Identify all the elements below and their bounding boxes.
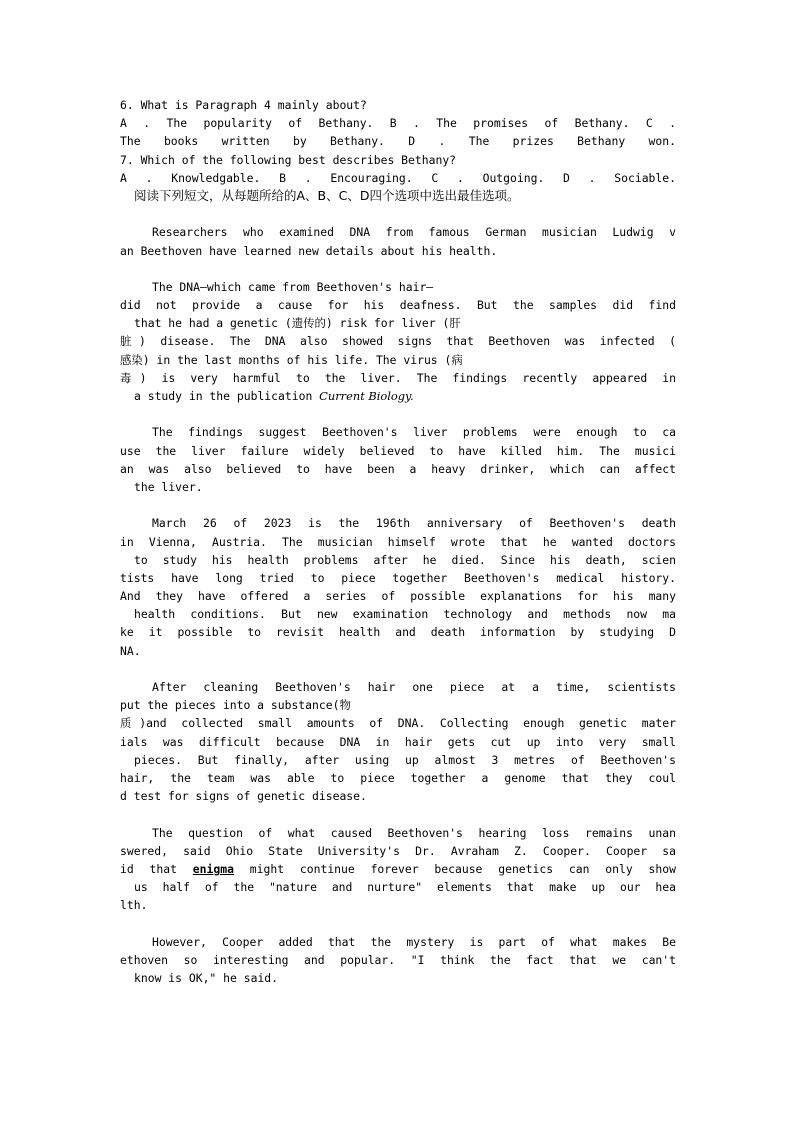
paragraph-line: in Vienna, Austria. The musician himself wrote that he wanted doctors — [120, 534, 676, 549]
paragraph-5 — [120, 678, 676, 805]
paragraph-line: ials was difficult because DNA in hair gets cut up into very small — [120, 734, 676, 749]
paragraph-line: And they have offered a series of possible explanations for his many — [120, 589, 676, 604]
paragraph-line: put the pieces into a substance(物 — [120, 698, 351, 713]
paragraph-line: lth. — [120, 898, 148, 913]
paragraph-line: Researchers who examined DNA from famous German musician Ludwig v — [152, 225, 676, 240]
paragraph-line: the liver. — [134, 479, 203, 494]
paragraph-text: might continue forever because genetics can only show — [249, 861, 676, 876]
paragraph-line: However, Cooper added that the mystery is part of what makes Be — [152, 934, 676, 949]
paragraph-line: tists have long tried to piece together Beethoven's medical history. — [120, 570, 676, 585]
paragraph-line: pieces. But finally, after using up almost 3 metres of Beethoven's — [134, 752, 676, 767]
paragraph-line — [120, 387, 676, 405]
paragraph-line: an was also believed to have been a heavy drinker, which can affect — [120, 461, 676, 476]
paragraph-line: 脏) disease. The DNA also showed signs that Beethoven was infected ( — [120, 334, 676, 349]
paragraph-line: swered, said Ohio State University's Dr. Avraham Z. Cooper. Cooper sa — [120, 843, 676, 858]
paragraph-line — [120, 860, 676, 878]
paragraph-4 — [120, 514, 676, 660]
paragraph-line: an Beethoven have learned new details about his health. — [120, 243, 498, 258]
exam-page — [120, 96, 676, 987]
paragraph-1 — [120, 223, 676, 259]
paragraph-line: The findings suggest Beethoven's liver problems were enough to ca — [152, 425, 676, 440]
paragraph-text: a study in the publication — [134, 389, 313, 403]
paragraph-line: did not provide a cause for his deafness. But the samples did find — [120, 298, 676, 313]
question-6-options: A . The popularity of Bethany. B . The promises of Bethany. C . — [120, 116, 676, 131]
publication-title: Current Biology. — [319, 389, 414, 403]
paragraph-line: to study his health problems after he died. Since his death, scien — [134, 552, 676, 567]
paragraph-line: March 26 of 2023 is the 196th anniversary of Beethoven's death — [152, 516, 676, 531]
paragraph-2 — [120, 278, 676, 405]
question-6-stem: 6. What is Paragraph 4 mainly about? — [120, 98, 367, 112]
paragraph-line: 毒) is very harmful to the liver. The findings recently appeared in — [120, 370, 676, 385]
paragraph-line: hair, the team was able to piece together a genome that they coul — [120, 770, 676, 785]
paragraph-line: 质)and collected small amounts of DNA. Collecting enough genetic mater — [120, 716, 676, 731]
section-instruction: 阅读下列短文，从每题所给的A、B、C、D四个选项中选出最佳选项。 — [134, 187, 520, 203]
question-7-options: A . Knowledgable. B . Encouraging. C . Outgoing. D . Sociable. — [120, 170, 676, 185]
paragraph-3 — [120, 423, 676, 496]
paragraph-line: NA. — [120, 643, 141, 658]
paragraph-line: After cleaning Beethoven's hair one piece at a time, scientists — [152, 680, 676, 694]
paragraph-6 — [120, 824, 676, 915]
paragraph-line: know is OK," he said. — [134, 971, 279, 985]
paragraph-line: health conditions. But new examination technology and methods now ma — [134, 607, 676, 622]
paragraph-line: The question of what caused Beethoven's hearing loss remains unan — [152, 825, 676, 840]
paragraph-line: d test for signs of genetic disease. — [120, 789, 367, 804]
paragraph-line: use the liver failure widely believed to have killed him. The musici — [120, 443, 676, 458]
question-6-options-cont: The books written by Bethany. D . The prizes Bethany won. — [120, 134, 676, 149]
paragraph-line: ethoven so interesting and popular. "I think the fact that we can't — [120, 952, 676, 967]
paragraph-line: ke it possible to revisit health and death information by studying D — [120, 625, 676, 640]
paragraph-line: that he had a genetic (遗传的) risk for liver (肝 — [134, 316, 461, 331]
paragraph-line: us half of the "nature and nurture" elements that make up our hea — [134, 880, 676, 895]
paragraph-text: id that — [120, 861, 177, 876]
paragraph-line: 感染) in the last months of his life. The virus (病 — [120, 352, 463, 367]
highlighted-word-enigma: enigma — [192, 861, 234, 876]
paragraph-line: The DNA—which came from Beethoven's hair— — [152, 279, 434, 294]
question-7-stem: 7. Which of the following best describes Bethany? — [120, 152, 457, 167]
paragraph-7 — [120, 933, 676, 988]
